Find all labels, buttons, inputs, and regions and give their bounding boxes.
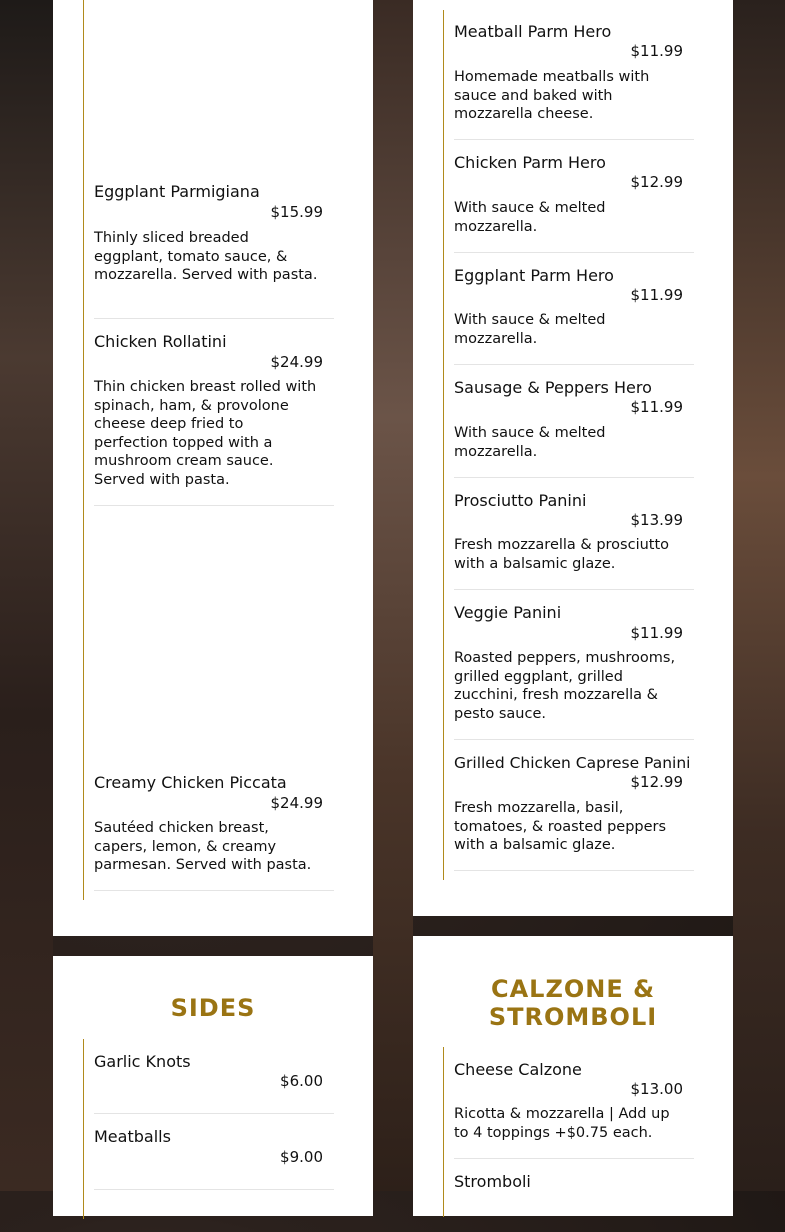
item-name: Eggplant Parm Hero: [454, 266, 614, 285]
section-title-line1: CALZONE &: [490, 975, 656, 1003]
menu-card-heroes: [413, 0, 733, 916]
menu-card-calzone: [413, 936, 733, 1216]
item-price: $13.99: [630, 511, 683, 529]
accent-rule: [83, 0, 84, 900]
item-description: Fresh mozzarella & prosciutto with a balsamic glaze.: [454, 537, 670, 572]
menu-item[interactable]: [454, 22, 694, 140]
item-name: Prosciutto Panini: [454, 491, 587, 510]
menu-card-entrees: [53, 0, 373, 936]
item-name: Chicken Parm Hero: [454, 153, 606, 172]
item-description: Thinly sliced breaded eggplant, tomato sauce, & mozzarella. Served with pasta.: [94, 230, 318, 284]
background-photo-right: [733, 0, 785, 1191]
section-title-line2: STROMBOLI: [488, 1003, 658, 1031]
menu-item[interactable]: [94, 332, 334, 506]
item-price: $24.99: [270, 794, 323, 812]
item-name: Sausage & Peppers Hero: [454, 378, 652, 397]
item-description: Sautéed chicken breast, capers, lemon, & creamy parmesan. Served with pasta.: [94, 820, 312, 874]
item-description: With sauce & melted mozzarella.: [454, 200, 606, 235]
accent-rule: [83, 1039, 84, 1219]
accent-rule: [443, 10, 444, 880]
item-price: $6.00: [280, 1072, 323, 1090]
item-name: Creamy Chicken Piccata: [94, 773, 287, 792]
item-price: $13.00: [630, 1080, 683, 1098]
menu-item[interactable]: [454, 378, 694, 478]
background-photo-middle: [373, 0, 413, 1191]
item-name: Garlic Knots: [94, 1052, 191, 1071]
item-description: Fresh mozzarella, basil, tomatoes, & roasted peppers with a balsamic glaze.: [454, 800, 667, 854]
item-name: Stromboli: [454, 1172, 531, 1191]
item-description: Homemade meatballs with sauce and baked with mozzarella cheese.: [454, 69, 650, 123]
menu-item[interactable]: [454, 753, 694, 871]
item-price: $11.99: [630, 624, 683, 642]
item-description: Ricotta & mozzarella | Add up to 4 toppings +$0.75 each.: [454, 1106, 670, 1141]
menu-item[interactable]: [454, 1060, 694, 1159]
item-name: Chicken Rollatini: [94, 332, 227, 351]
item-price: $12.99: [630, 773, 683, 791]
menu-item[interactable]: [454, 153, 694, 253]
menu-item[interactable]: [454, 491, 694, 590]
item-name: Cheese Calzone: [454, 1060, 582, 1079]
background-photo-left: [0, 0, 53, 1191]
item-price: $15.99: [270, 203, 323, 221]
item-description: With sauce & melted mozzarella.: [454, 312, 606, 347]
item-price: $9.00: [280, 1148, 323, 1166]
item-price: $11.99: [630, 286, 683, 304]
menu-item[interactable]: [454, 266, 694, 365]
item-price: $12.99: [630, 173, 683, 191]
section-title: SIDES: [170, 994, 256, 1022]
menu-item[interactable]: [94, 1127, 334, 1190]
item-name: Meatballs: [94, 1127, 171, 1146]
item-name: Eggplant Parmigiana: [94, 182, 260, 201]
menu-card-sides: [53, 956, 373, 1216]
menu-item[interactable]: [94, 773, 334, 891]
item-description: With sauce & melted mozzarella.: [454, 425, 606, 460]
item-name: Meatball Parm Hero: [454, 22, 612, 41]
item-description: Roasted peppers, mushrooms, grilled eggplant, grilled zucchini, fresh mozzarella & pesto sauce.: [454, 650, 676, 722]
item-name: Veggie Panini: [454, 603, 562, 622]
menu-item[interactable]: [454, 603, 694, 740]
accent-rule: [443, 1047, 444, 1217]
item-price: $11.99: [630, 42, 683, 60]
menu-item[interactable]: [94, 1052, 334, 1114]
item-name: Grilled Chicken Caprese Panini: [454, 754, 691, 772]
menu-item[interactable]: [94, 182, 334, 319]
item-price: $11.99: [630, 398, 683, 416]
menu-item[interactable]: [454, 1172, 694, 1232]
item-description: Thin chicken breast rolled with spinach, ham, & provolone cheese deep fried to perfection topped with a mushroom cream sauce. Served with pasta.: [94, 379, 317, 488]
item-price: $24.99: [270, 353, 323, 371]
